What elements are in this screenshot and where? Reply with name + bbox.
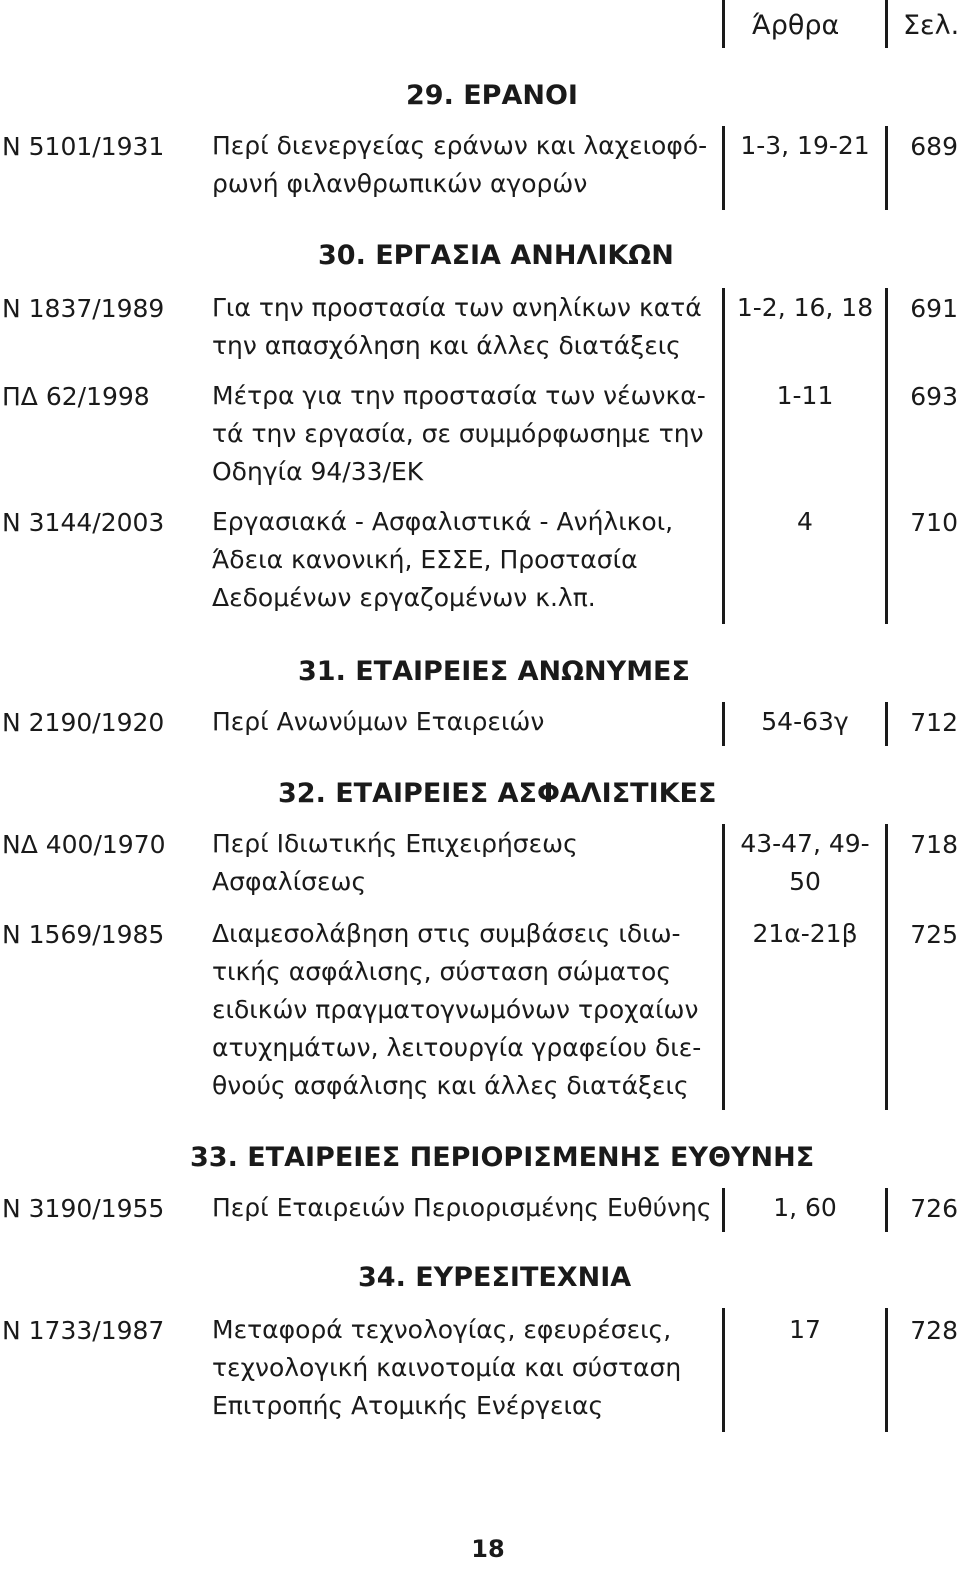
page-ref: 718 (910, 830, 958, 859)
description-line: Εργασιακά - Ασφαλιστικά - Ανήλικοι, (212, 507, 674, 536)
law-reference: Ν 3190/1955 (2, 1194, 165, 1223)
description-line: ατυχημάτων, λειτουργία γραφείου διε- (212, 1033, 702, 1062)
articles-value: 1-3, 19-21 (740, 131, 870, 160)
law-description (212, 825, 712, 901)
description-line: Περί Ανωνύμων Εταιρειών (212, 707, 545, 736)
law-reference: ΝΔ 400/1970 (2, 830, 166, 859)
column-divider (885, 0, 888, 48)
law-description (212, 289, 712, 365)
law-reference: Ν 2190/1920 (2, 708, 165, 737)
articles-cell (726, 289, 884, 327)
description-line: Ασφαλίσεως (212, 867, 367, 896)
page-ref: 725 (910, 920, 958, 949)
articles-cell (726, 377, 884, 415)
column-divider (885, 824, 888, 1110)
law-description (212, 703, 712, 741)
description-line: Διαμεσολάβηση στις συμβάσεις ιδιω- (212, 919, 681, 948)
section-title: 31. ΕΤΑΙΡΕΙΕΣ ΑΝΩΝΥΜΕΣ (298, 656, 690, 687)
column-divider (722, 1188, 725, 1232)
column-divider (885, 702, 888, 746)
articles-cell (726, 825, 884, 901)
description-line: Περί Εταιρειών Περιορισμένης Ευθύνης (212, 1193, 712, 1222)
law-description (212, 503, 712, 617)
page-ref: 712 (910, 708, 958, 737)
articles-value: 17 (789, 1315, 821, 1344)
page-ref: 691 (910, 294, 958, 323)
column-divider (722, 702, 725, 746)
law-reference: Ν 5101/1931 (2, 132, 165, 161)
description-line: τικής ασφάλισης, σύσταση σώματος (212, 957, 672, 986)
description-line: Δεδομένων εργαζομένων κ.λπ. (212, 583, 596, 612)
page-ref: 710 (910, 508, 958, 537)
articles-cell (726, 127, 884, 165)
law-reference: Ν 3144/2003 (2, 508, 165, 537)
articles-value: 1, 60 (773, 1193, 837, 1222)
articles-cell (726, 915, 884, 953)
articles-value: 1-2, 16, 18 (736, 293, 874, 322)
column-divider (722, 0, 725, 48)
page-ref: 728 (910, 1316, 958, 1345)
page-column-header: Σελ. (903, 10, 960, 41)
column-divider (885, 126, 888, 210)
law-description (212, 377, 712, 491)
law-reference: Ν 1837/1989 (2, 294, 165, 323)
description-line: Περί διενεργείας εράνων και λαχειοφό- (212, 131, 708, 160)
column-divider (722, 824, 725, 1110)
description-line: Οδηγία 94/33/ΕΚ (212, 457, 424, 486)
section-title: 29. ΕΡΑΝΟΙ (406, 80, 578, 111)
section-title: 33. ΕΤΑΙΡΕΙΕΣ ΠΕΡΙΟΡΙΣΜΕΝΗΣ ΕΥΘΥΝΗΣ (190, 1142, 815, 1173)
articles-cell (726, 703, 884, 741)
column-divider (722, 288, 725, 624)
description-line: Περί Ιδιωτικής Επιχειρήσεως (212, 829, 578, 858)
articles-value: 4 (797, 507, 813, 536)
articles-value: 1-11 (776, 381, 834, 410)
law-description (212, 915, 712, 1105)
articles-cell (726, 1311, 884, 1349)
column-divider (885, 1188, 888, 1232)
section-title: 32. ΕΤΑΙΡΕΙΕΣ ΑΣΦΑΛΙΣΤΙΚΕΣ (278, 778, 717, 809)
articles-value: 54-63γ (761, 707, 849, 736)
articles-column-header: Άρθρα (752, 10, 840, 41)
column-divider (722, 126, 725, 210)
description-line: τεχνολογική καινοτομία και σύσταση (212, 1353, 682, 1382)
page-number: 18 (471, 1535, 505, 1563)
law-reference: Ν 1569/1985 (2, 920, 165, 949)
law-reference: Ν 1733/1987 (2, 1316, 165, 1345)
law-description (212, 1189, 712, 1227)
articles-value: 43-47, 49- (740, 829, 870, 858)
description-line: τά την εργασία, σε συμμόρφωσημε την (212, 419, 704, 448)
column-divider (722, 1308, 725, 1432)
page-ref: 693 (910, 382, 958, 411)
section-title: 34. ΕΥΡΕΣΙΤΕΧΝΙΑ (358, 1262, 632, 1293)
description-line: ρωνή φιλανθρωπικών αγορών (212, 169, 588, 198)
articles-cell (726, 503, 884, 541)
description-line: Μεταφορά τεχνολογίας, εφευρέσεις, (212, 1315, 672, 1344)
description-line: Επιτροπής Ατομικής Ενέργειας (212, 1391, 604, 1420)
law-reference: ΠΔ 62/1998 (2, 382, 150, 411)
section-title: 30. ΕΡΓΑΣΙΑ ΑΝΗΛΙΚΩΝ (318, 240, 674, 271)
page-ref: 726 (910, 1194, 958, 1223)
description-line: θνούς ασφάλισης και άλλες διατάξεις (212, 1071, 689, 1100)
column-divider (885, 1308, 888, 1432)
page-ref: 689 (910, 132, 958, 161)
description-line: την απασχόληση και άλλες διατάξεις (212, 331, 681, 360)
description-line: Για την προστασία των ανηλίκων κατά (212, 293, 702, 322)
column-divider (885, 288, 888, 624)
articles-value: 50 (789, 867, 821, 896)
articles-cell (726, 1189, 884, 1227)
description-line: Άδεια κανονική, ΕΣΣΕ, Προστασία (212, 545, 638, 574)
law-description (212, 127, 712, 203)
law-description (212, 1311, 712, 1425)
articles-value: 21α-21β (752, 919, 858, 948)
description-line: Μέτρα για την προστασία των νέωνκα- (212, 381, 706, 410)
description-line: ειδικών πραγματογνωμόνων τροχαίων (212, 995, 699, 1024)
